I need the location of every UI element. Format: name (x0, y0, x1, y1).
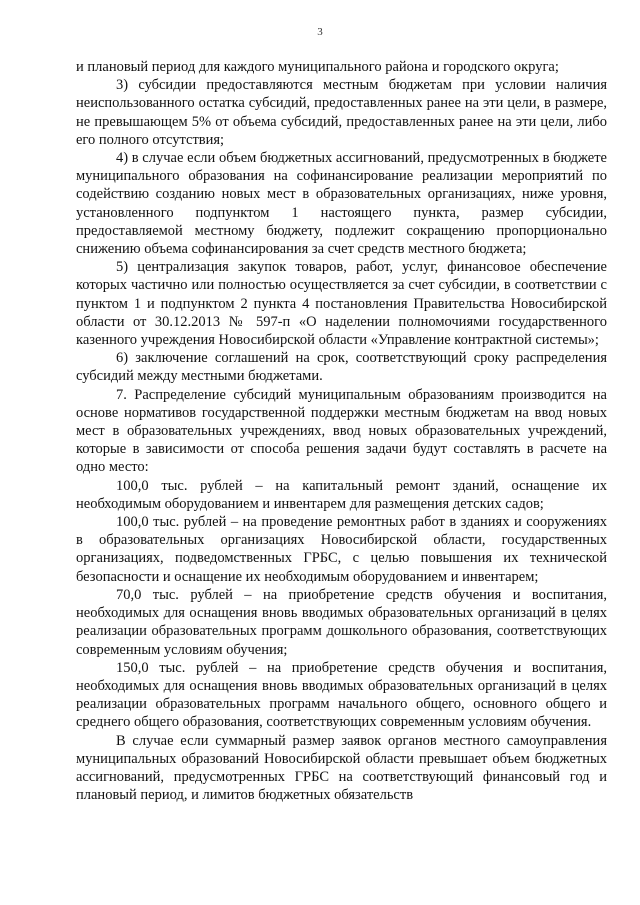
paragraph-norm-school-equipment: 150,0 тыс. рублей – на приобретение средств обучения и воспитания, необходимых для оснащения вновь вводимых образовательных организаций в целях реализации образовательных программ начального общего, основного общего и среднего общего образования, соответствующих современным условиям обучения. (76, 659, 607, 731)
paragraph-item-5: 5) централизация закупок товаров, работ, услуг, финансовое обеспечение которых частично или полностью осуществляется за счет субсидии, в соответствии с пунктом 1 и подпунктом 2 пункта 4 постановления Правительства Новосибирской области от 30.12.2013 № 597-п «О наделении полномочиями государственного казенного учреждения Новосибирской области «Управление контрактной системы»; (76, 259, 607, 349)
paragraph-item-6: 6) заключение соглашений на срок, соответствующий сроку распределения субсидий между местными бюджетами. (76, 350, 607, 385)
document-body (76, 58, 607, 804)
paragraph-excess-applications: В случае если суммарный размер заявок органов местного самоуправления муниципальных образований Новосибирской области превышает объем бюджетных ассигнований, предусмотренных ГРБС на соответствующий финансовый год и плановый период, и лимитов бюджетных обязательств (76, 732, 607, 804)
paragraph-item-4: 4) в случае если объем бюджетных ассигнований, предусмотренных в бюджете муниципального образования на софинансирование реализации мероприятий по содействию созданию новых мест в образовательных организациях, ниже уровня, установленного подпунктом 1 настоящего пункта, размер субсидии, предоставляемой местному бюджету, подлежит сокращению пропорционально снижению объема софинансирования за счет средств местного бюджета; (76, 150, 607, 258)
paragraph-section-7: 7. Распределение субсидий муниципальным образованиям производится на основе нормативов государственной поддержки местным бюджетам на ввод новых мест в образовательных учреждениях, ввод новых образовательных учреждений, которые в зависимости от способа решения задачи будут составлять в расчете на одно место: (76, 386, 607, 476)
paragraph-norm-capital-repair: 100,0 тыс. рублей – на капитальный ремонт зданий, оснащение их необходимым оборудованием и инвентарем для размещения детских садов; (76, 477, 607, 512)
paragraph-item-3: 3) субсидии предоставляются местным бюджетам при условии наличия неиспользованного остатка субсидий, предоставленных ранее на эти цели, в размере, не превышающем 5% от объема субсидий, предоставленных ранее на эти цели, либо его полного отсутствия; (76, 77, 607, 148)
paragraph-norm-preschool-equipment: 70,0 тыс. рублей – на приобретение средств обучения и воспитания, необходимых для оснащения вновь вводимых образовательных организаций в целях реализации образовательных программ дошкольного образования, соответствующих современным условиям обучения; (76, 586, 607, 658)
page-number: 3 (317, 26, 323, 38)
paragraph-continuation: и плановый период для каждого муниципального района и городского округа; (76, 59, 559, 75)
paragraph-norm-repair-works: 100,0 тыс. рублей – на проведение ремонтных работ в зданиях и сооружениях в образовательных организациях Новосибирской области, государственных организациях, подведомственных ГРБС, с целью повышения их технической безопасности и оснащение их необходимым оборудованием и инвентарем; (76, 514, 607, 585)
